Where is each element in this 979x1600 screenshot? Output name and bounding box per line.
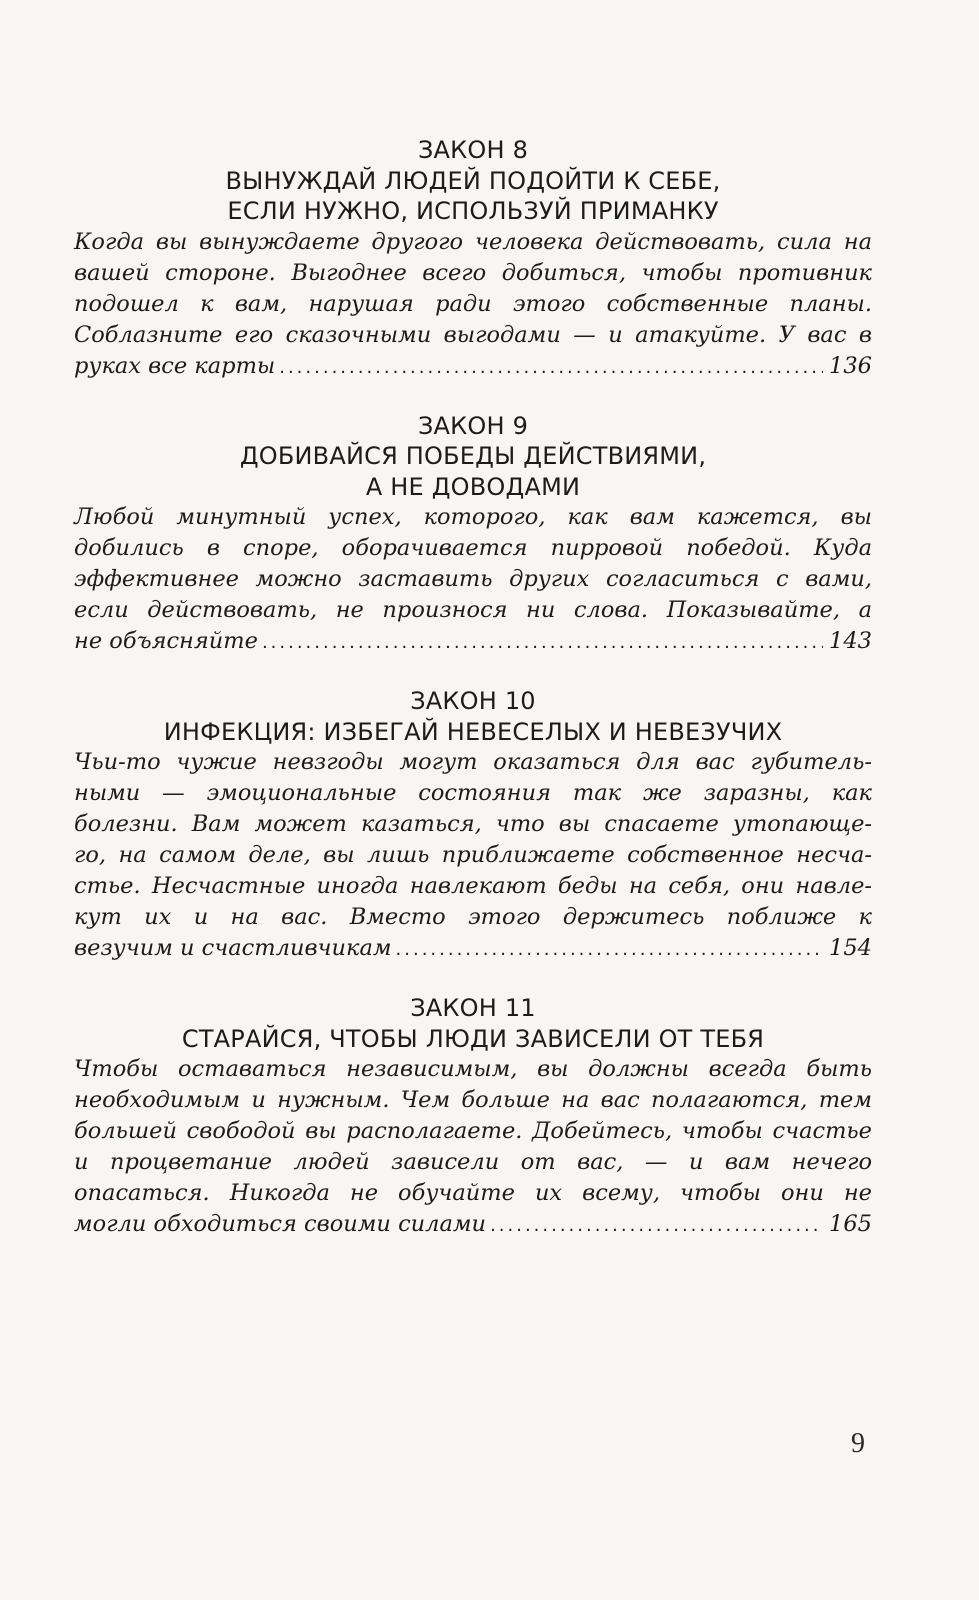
description-last-line: руках все карты bbox=[74, 352, 276, 379]
description-line: го, на самом деле, вы лишь приближаете собственное несча- bbox=[74, 842, 872, 868]
toc-page bbox=[74, 135, 872, 1241]
description-line: если действовать, не произнося ни слова. Показывайте, а bbox=[74, 597, 872, 623]
law-title-line: А НЕ ДОВОДАМИ bbox=[365, 472, 581, 501]
law-title-line: ЕСЛИ НУЖНО, ИСПОЛЬЗУЙ ПРИМАНКУ bbox=[227, 197, 719, 225]
description-line: Любой минутный успех, которого, как вам кажется, вы bbox=[74, 504, 872, 530]
law-title-line: ИНФЕКЦИЯ: ИЗБЕГАЙ НЕВЕСЕЛЫХ И НЕВЕЗУЧИХ bbox=[163, 717, 783, 746]
law-number: ЗАКОН 9 bbox=[417, 411, 529, 440]
description-line: эффективнее можно заставить других согласиться с вами, bbox=[74, 566, 872, 592]
description-line: добились в споре, оборачивается пирровой победой. Куда bbox=[74, 535, 872, 561]
dot-leader bbox=[262, 627, 823, 658]
description-last-line: могли обходиться своими силами bbox=[74, 1211, 487, 1237]
law-title-line: ВЫНУЖДАЙ ЛЮДЕЙ ПОДОЙТИ К СЕБЕ, bbox=[225, 166, 721, 195]
toc-entry-line bbox=[74, 351, 872, 383]
toc-entry-line bbox=[74, 1209, 872, 1241]
law-description bbox=[74, 227, 872, 383]
description-line: болезни. Вам может казаться, что вы спасаете утопающе- bbox=[74, 811, 872, 837]
toc-entry-line bbox=[74, 626, 872, 658]
description-line: ными — эмоциональные состояния так же заразны, как bbox=[74, 780, 872, 806]
description-line: и процветание людей зависели от вас, — и вам нечего bbox=[74, 1149, 872, 1175]
dot-leader bbox=[396, 934, 824, 965]
law-entry-8 bbox=[74, 135, 872, 383]
law-number: ЗАКОН 8 bbox=[417, 136, 529, 164]
page-number: 154 bbox=[829, 935, 872, 961]
description-line: стье. Несчастные иногда навлекают беды на себя, они навле- bbox=[74, 873, 872, 899]
law-number: ЗАКОН 10 bbox=[410, 687, 536, 715]
description-last-line: везучим и счастливчикам bbox=[74, 935, 392, 961]
description-line: кут их и на вас. Вместо этого держитесь поближе к bbox=[74, 904, 872, 930]
dot-leader bbox=[279, 352, 823, 383]
law-entry-10 bbox=[74, 686, 872, 965]
page-number: 143 bbox=[829, 628, 872, 654]
description-line: подошел к вам, нарушая ради этого собственные планы. bbox=[74, 290, 872, 317]
toc-entry-line bbox=[74, 933, 872, 965]
dot-leader bbox=[490, 1210, 823, 1241]
description-line: вашей стороне. Выгоднее всего добиться, чтобы противник bbox=[74, 259, 872, 286]
law-entry-9 bbox=[74, 411, 872, 659]
description-line: большей свободой вы располагаете. Добейтесь, чтобы счастье bbox=[74, 1118, 872, 1144]
law-number: ЗАКОН 11 bbox=[410, 994, 536, 1022]
law-title-line: СТАРАЙСЯ, ЧТОБЫ ЛЮДИ ЗАВИСЕЛИ ОТ ТЕБЯ bbox=[181, 1024, 765, 1053]
description-line: Когда вы вынуждаете другого человека действовать, сила на bbox=[74, 228, 872, 255]
description-line: Чтобы оставаться независимым, вы должны всегда быть bbox=[74, 1056, 872, 1082]
law-entry-11 bbox=[74, 993, 872, 1241]
page-number: 136 bbox=[829, 352, 872, 379]
description-last-line: не объясняйте bbox=[74, 628, 258, 654]
law-title-line: ДОБИВАЙСЯ ПОБЕДЫ ДЕЙСТВИЯМИ, bbox=[239, 442, 707, 470]
law-description bbox=[74, 502, 872, 658]
law-description bbox=[74, 1054, 872, 1241]
description-line: необходимым и нужным. Чем больше на вас полагаются, тем bbox=[74, 1087, 872, 1113]
folio-page-number: 9 bbox=[851, 1428, 865, 1459]
description-line: Соблазните его сказочными выгодами — и атакуйте. У вас в bbox=[74, 321, 872, 348]
page-number: 165 bbox=[829, 1211, 872, 1237]
description-line: Чьи-то чужие невзгоды могут оказаться для вас губитель- bbox=[74, 749, 872, 775]
law-description bbox=[74, 747, 872, 965]
description-line: опасаться. Никогда не обучайте их всему, чтобы они не bbox=[74, 1180, 872, 1206]
